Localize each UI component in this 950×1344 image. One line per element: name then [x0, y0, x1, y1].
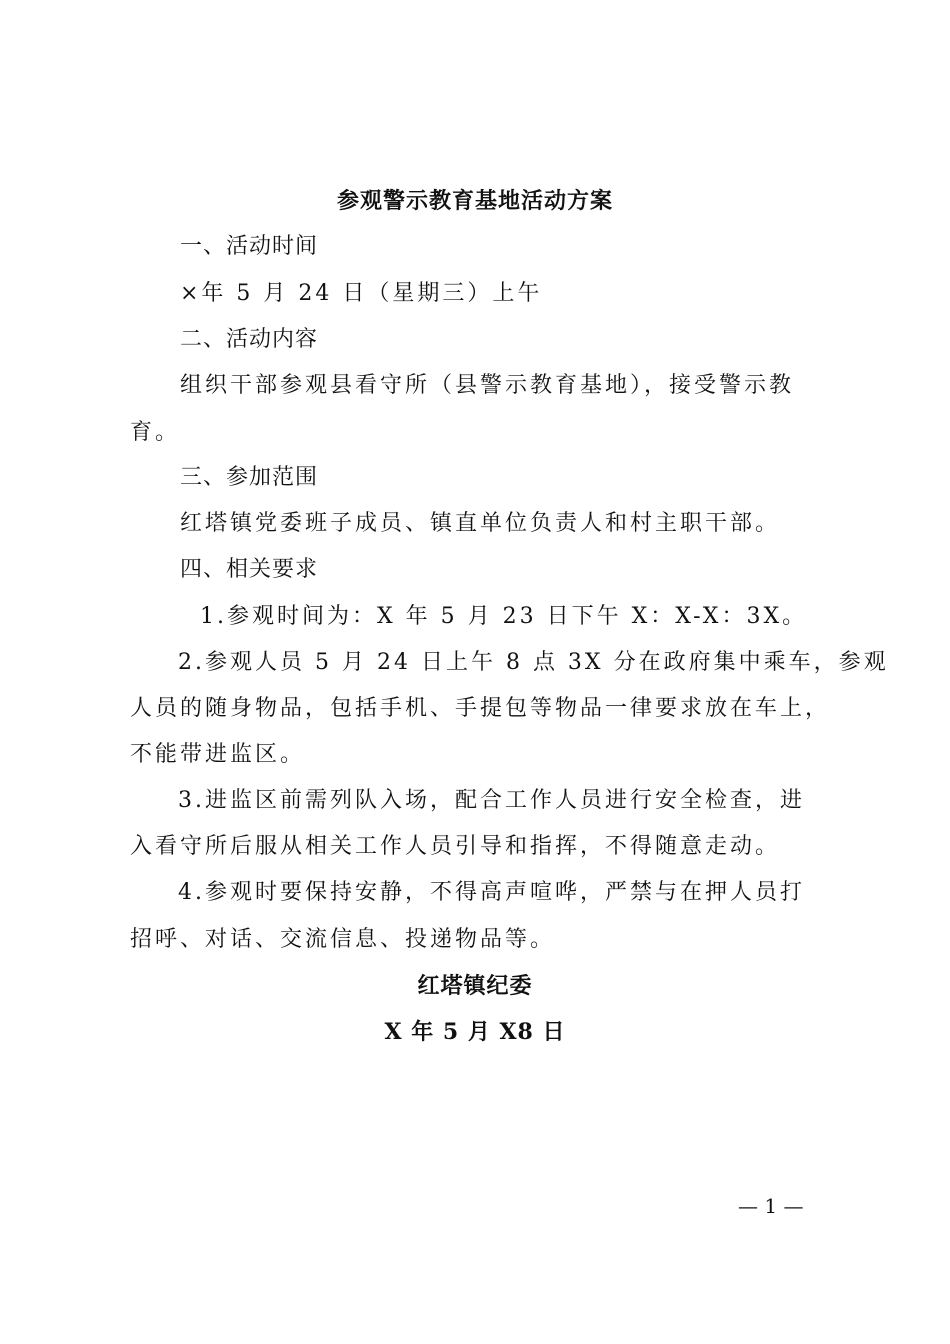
section-heading-content: 二、活动内容	[180, 327, 319, 352]
signature-organization: 红塔镇纪委	[417, 973, 533, 999]
requirement-item-2-line-1: 2.参观人员 5 月 24 日上午 8 点 3X 分在政府集中乘车，参观	[178, 650, 889, 675]
signature-date: X 年 5 月 X8 日	[384, 1019, 566, 1045]
section-heading-time: 一、活动时间	[180, 234, 319, 259]
requirement-item-1: 1.参观时间为：X 年 5 月 23 日下午 X：X-X：3X。	[200, 604, 808, 629]
section-heading-requirements: 四、相关要求	[180, 557, 319, 582]
section-content-text-line-1: 组织干部参观县看守所（县警示教育基地），接受警示教	[180, 373, 795, 398]
section-content-text-line-2: 育。	[130, 420, 181, 445]
page-number: — 1 —	[738, 1194, 804, 1218]
section-time-text: ×年 5 月 24 日（星期三）上午	[180, 281, 543, 306]
section-heading-scope: 三、参加范围	[180, 465, 319, 490]
requirement-item-4-line-1: 4.参观时要保持安静，不得高声喧哗，严禁与在押人员打	[178, 880, 805, 905]
requirement-item-4-line-2: 招呼、对话、交流信息、投递物品等。	[130, 927, 556, 952]
section-scope-text: 红塔镇党委班子成员、镇直单位负责人和村主职干部。	[180, 511, 781, 536]
requirement-item-3-line-2: 入看守所后服从相关工作人员引导和指挥，不得随意走动。	[130, 834, 781, 859]
document-title: 参观警示教育基地活动方案	[336, 188, 613, 214]
requirement-item-2-line-3: 不能带进监区。	[130, 742, 306, 767]
requirement-item-2-line-2: 人员的随身物品，包括手机、手提包等物品一律要求放在车上，	[130, 696, 831, 721]
requirement-item-3-line-1: 3.进监区前需列队入场，配合工作人员进行安全检查，进	[178, 788, 805, 813]
